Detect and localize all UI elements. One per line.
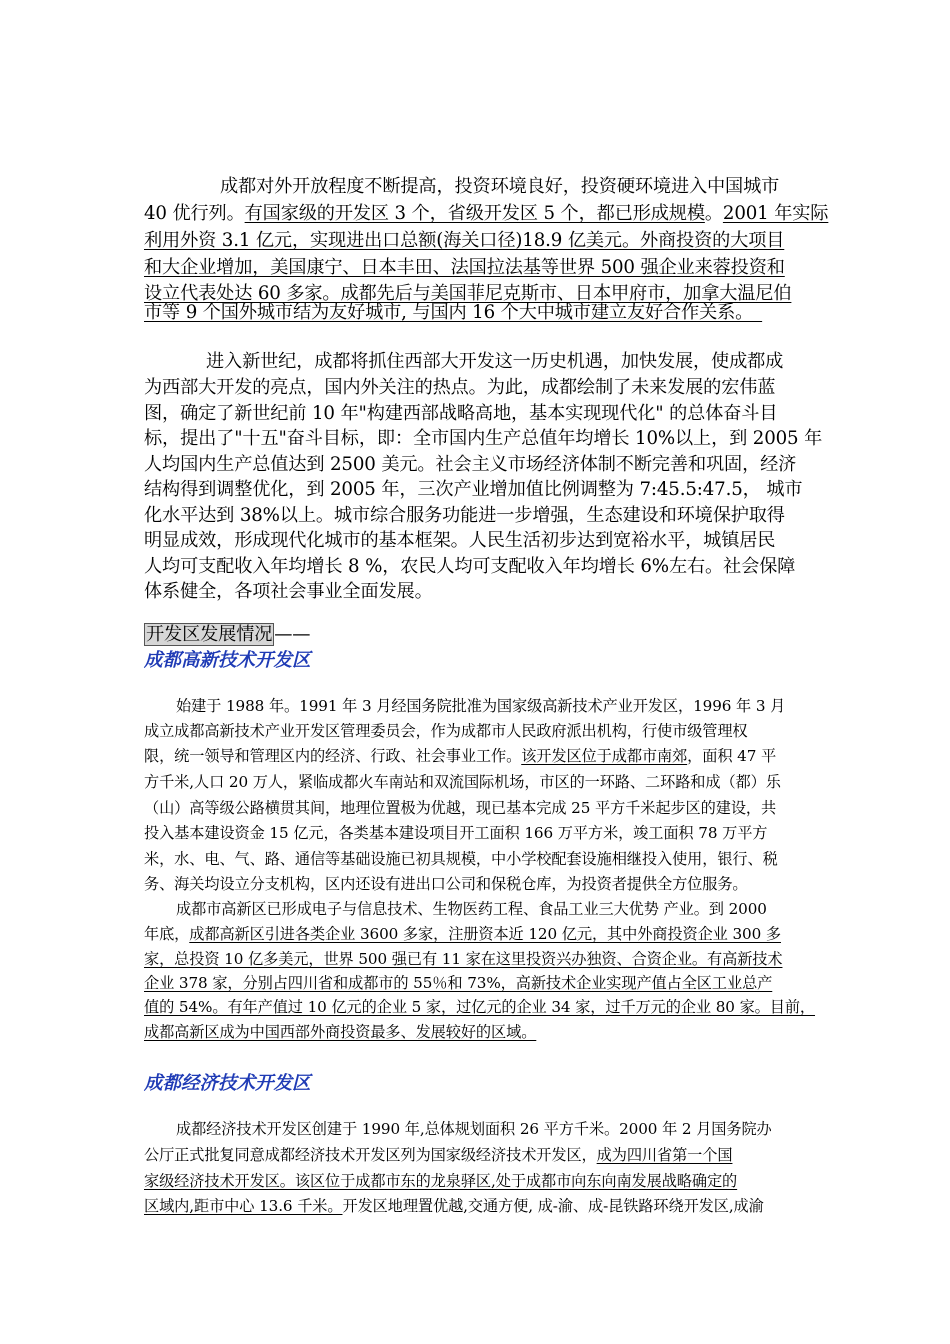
text-line [144, 373, 775, 399]
text-line [176, 1118, 772, 1139]
text-run: 公厅正式批复同意成都经济技术开发区列为国家级经济技术开发区， [144, 1146, 597, 1164]
text-run: 40 优行列。 [144, 203, 245, 224]
text-run: 年底， [144, 925, 190, 943]
text-line [144, 526, 775, 552]
text-run: 图，确定了新世纪前 10 年"构建西部战略高地，基本实现现代化" 的总体奋斗目 [144, 403, 778, 424]
underlined-text: 企业 378 家，分别占四川省和成都市的 55％和 73%，高新技术企业实现产值占全区工业总产 [144, 974, 773, 992]
text-line [176, 898, 767, 919]
text-run: 明显成效，形成现代化城市的基本框架。人民生活初步达到宽裕水平，城镇居民 [144, 530, 776, 551]
underlined-text: 家级经济技术开发区。该区位于成都市东的龙泉驿区,处于成都市向东向南发展战略确定的 [144, 1172, 738, 1190]
text-line [144, 501, 785, 527]
text-run: 成立成都高新技术产业开发区管理委员会，作为成都市人民政府派出机构，行使市级管理权 [144, 722, 748, 740]
text-run: 人均国内生产总值达到 2500 美元。社会主义市场经济体制不断完善和巩固，经济 [144, 454, 797, 475]
text-line [144, 399, 777, 425]
text-run: 务、海关均设立分支机构，区内还设有进出口公司和保税仓库，为投资者提供全方位服务。 [144, 875, 748, 893]
text-line [144, 424, 822, 450]
text-line [144, 199, 828, 225]
text-run: 进入新世纪，成都将抓住西部大开发这一历史机遇，加快发展，使成都成 [206, 351, 784, 372]
text-line [144, 226, 784, 252]
text-line [144, 873, 748, 894]
text-run: 米，水、电、气、路、通信等基础设施已初具规模，中小学校配套设施相继投入使用，银行、税 [144, 850, 778, 868]
underlined-text: 值的 54%。有年产值过 10 亿元的企业 5 家，过亿元的企业 34 家，过千万元的企业 80 家。目前， [144, 998, 816, 1016]
heading-gaoxin-zone: 成都高新技术开发区 [144, 650, 311, 671]
text-run: 始建于 1988 年。1991 年 3 月经国务院批准为国家级高新技术产业开发区，1996 年 3 月 [176, 697, 786, 715]
text-line [176, 695, 785, 716]
text-line [144, 450, 796, 476]
underlined-text: 该开发区位于成都市南郊 [521, 747, 688, 765]
text-line [144, 1144, 732, 1165]
text-run: 成都对外开放程度不断提高，投资环境良好，投资硬环境进入中国城市 [220, 176, 780, 197]
text-line [144, 475, 802, 501]
underlined-text: 成都高新区成为中国西部外商投资最多、发展较好的区域。 [144, 1023, 537, 1041]
text-line [144, 577, 433, 603]
underlined-text: 有国家级的开发区 3 个，省级开发区 5 个，都已形成规模 [244, 203, 705, 224]
text-line [144, 1021, 536, 1042]
text-run: 。 [704, 203, 723, 224]
text-run: 成都市高新区已形成电子与信息技术、生物医药工程、食品工业三大优势 产业。到 2000 [176, 900, 767, 918]
underlined-text: 利用外资 3.1 亿元，实现进出口总额(海关口径)18.9 亿美元。外商投资的大项目 [144, 230, 785, 251]
text-line [144, 1195, 764, 1216]
text-line [144, 771, 781, 792]
text-run: 开发区地理置优越,交通方便, 成-渝、成-昆铁路环绕开发区,成渝 [342, 1197, 764, 1215]
text-run: 人均可支配收入年均增长 8 %，农民人均可支配收入年均增长 6%左右。社会保障 [144, 556, 796, 577]
section-header-dev-zones [144, 620, 310, 646]
heading-jingji-zone: 成都经济技术开发区 [144, 1073, 311, 1094]
underlined-text: 成为四川省第一个国 [596, 1146, 733, 1164]
dev-zone-dash: —— [274, 624, 311, 645]
underlined-text: 设立代表处达 60 多家。成都先后与美国菲尼克斯市、日本甲府市，加拿大温尼伯 [144, 283, 792, 304]
underlined-text: 成都高新区引进各类企业 3600 多家，注册资本近 120 亿元，其中外商投资企业 300 多 [189, 925, 781, 943]
text-line [144, 948, 782, 969]
text-run: 成都经济技术开发区创建于 1990 年,总体规划面积 26 平方千米。2000 年 2 月国务院办 [176, 1120, 772, 1138]
text-line [144, 923, 781, 944]
text-line [220, 172, 779, 198]
text-line [144, 996, 815, 1017]
text-line [144, 745, 776, 766]
underlined-text: 区域内,距市中心 13.6 千米。 [144, 1197, 343, 1215]
text-line [144, 848, 778, 869]
text-line [144, 720, 748, 741]
dev-zone-label: 开发区发展情况 [146, 624, 273, 645]
text-run: 体系健全，各项社会事业全面发展。 [144, 581, 433, 602]
text-run: 投入基本建设资金 15 亿元，各类基本建设项目开工面积 166 万平方米，竣工面积 78 万平方 [144, 824, 768, 842]
underlined-text: 市等 9 个国外城市结为友好城市, 与国内 16 个大中城市建立友好合作关系。 [144, 302, 763, 323]
text-run: （山）高等级公路横贯其间，地理位置极为优越，现已基本完成 25 平方千米起步区的建设，共 [144, 799, 777, 817]
underlined-text: 家，总投资 10 亿多美元，世界 500 强已有 11 家在这里投资兴办独资、合资企业。有高新技术 [144, 950, 783, 968]
text-line [144, 253, 785, 279]
underlined-text: 和大企业增加，美国康宁、日本丰田、法国拉法基等世界 500 强企业来蓉投资和 [144, 257, 785, 278]
text-run: 为西部大开发的亮点，国内外关注的热点。为此，成都绘制了未来发展的宏伟蓝 [144, 377, 776, 398]
underlined-text: 2001 年实际 [722, 203, 829, 224]
text-line [144, 822, 767, 843]
text-run: 化水平达到 38%以上。城市综合服务功能进一步增强，生态建设和环境保护取得 [144, 505, 785, 526]
text-run: 标，提出了"十五"奋斗目标，即：全市国内生产总值年均增长 10%以上，到 2005 年 [144, 428, 823, 449]
text-line [206, 347, 783, 373]
text-line [144, 1170, 737, 1191]
text-line [144, 298, 762, 324]
text-line [144, 797, 776, 818]
text-run: ，面积 47 平 [687, 747, 777, 765]
text-run: 限，统一领导和管理区内的经济、行政、社会事业工作。 [144, 747, 522, 765]
text-line [144, 552, 795, 578]
text-line [144, 972, 772, 993]
text-run: 结构得到调整优化，到 2005 年，三次产业增加值比例调整为 7:45.5:47.5， 城市 [144, 479, 803, 500]
text-run: 方千米,人口 20 万人，紧临成都火车南站和双流国际机场，市区的一环路、二环路和成（都）乐 [144, 773, 781, 791]
